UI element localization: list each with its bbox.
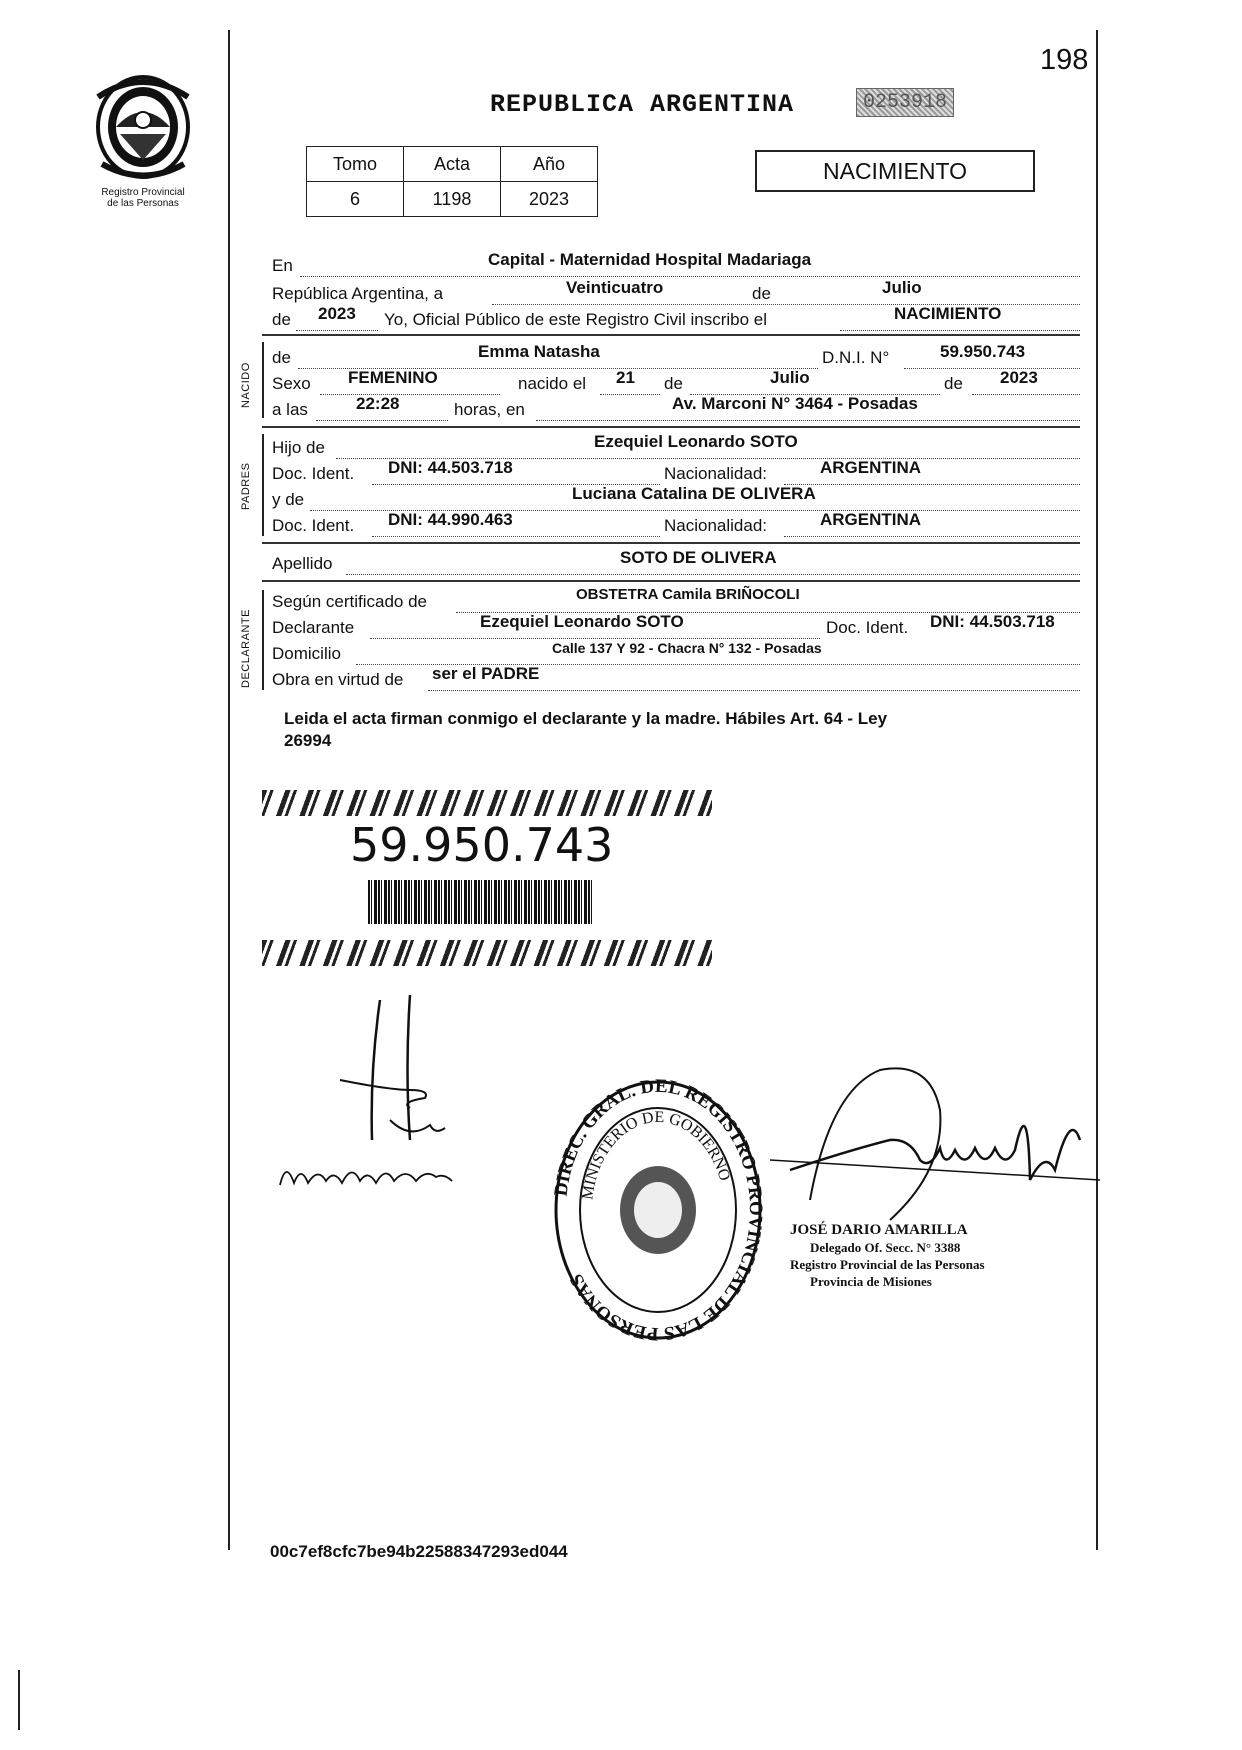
hijo-de-label: Hijo de xyxy=(272,438,325,457)
madre-doc-label: Doc. Ident. xyxy=(272,516,355,535)
sexo-label: Sexo xyxy=(272,374,311,393)
dia-letras: Veinticuatro xyxy=(566,278,664,297)
legal-note xyxy=(284,708,1074,752)
de-label-2: de xyxy=(272,310,291,329)
svg-text:MINISTERIO DE GOBIERNO: MINISTERIO DE GOBIERNO xyxy=(579,1108,734,1201)
dotted-line xyxy=(320,394,500,395)
misiones-emblem-icon xyxy=(84,72,202,182)
anio-nacimiento: 2023 xyxy=(1000,368,1038,387)
apellido-label: Apellido xyxy=(272,554,333,573)
padre-nombre: Ezequiel Leonardo SOTO xyxy=(594,432,798,451)
horas-en-label: horas, en xyxy=(454,400,525,419)
lugar-value: Capital - Maternidad Hospital Madariaga xyxy=(488,250,812,269)
padre-nac-label: Nacionalidad: xyxy=(664,464,768,483)
provincial-logo xyxy=(84,72,202,209)
legal-note-line2: 26994 xyxy=(284,731,332,750)
section-nacido: NACIDO xyxy=(240,362,252,408)
dotted-line xyxy=(428,690,1080,691)
declarante-bracket xyxy=(262,590,264,690)
registro-table xyxy=(306,146,598,217)
section-rule xyxy=(262,426,1080,428)
padres-bracket xyxy=(262,434,264,536)
official-seal xyxy=(548,1075,768,1345)
left-margin-line xyxy=(228,30,230,1550)
de-label: de xyxy=(752,284,771,303)
dotted-line xyxy=(784,484,1080,485)
dni-label: D.N.I. N° xyxy=(822,348,890,367)
dotted-line xyxy=(300,276,1080,277)
sexo-value: FEMENINO xyxy=(348,368,438,387)
dotted-line xyxy=(904,368,1080,369)
right-margin-line xyxy=(1096,30,1098,1550)
hora-label: a las xyxy=(272,400,308,419)
certificado-label: Según certificado de xyxy=(272,592,427,611)
declarante-label: Declarante xyxy=(272,618,355,637)
dia-nacimiento: 21 xyxy=(616,368,635,387)
tipo-inscripcion: NACIMIENTO xyxy=(894,304,1002,323)
padre-doc: DNI: 44.503.718 xyxy=(388,458,513,477)
firmante-provincia: Provincia de Misiones xyxy=(810,1274,932,1289)
certificado-value: OBSTETRA Camila BRIÑOCOLI xyxy=(576,586,800,603)
madre-nac-label: Nacionalidad: xyxy=(664,516,768,535)
padre-doc-label: Doc. Ident. xyxy=(272,464,355,483)
y-de-label: y de xyxy=(272,490,305,509)
header-anio: Año xyxy=(501,147,598,182)
firmante-nombre: JOSÉ DARIO AMARILLA xyxy=(790,1222,968,1238)
svg-text:DIREC. GRAL. DEL REGISTRO PROV: DIREC. GRAL. DEL REGISTRO PROVINCIAL DE LAS PERSONAS xyxy=(550,1075,767,1345)
barcode-number: 59.950.743 xyxy=(350,818,614,872)
document-hash: 00c7ef8cfc7be94b22588347293ed044 xyxy=(270,1542,568,1561)
dotted-line xyxy=(372,536,660,537)
header-acta: Acta xyxy=(404,147,501,182)
dotted-line xyxy=(370,638,820,639)
madre-nacionalidad: ARGENTINA xyxy=(820,510,922,529)
dotted-line xyxy=(784,536,1080,537)
signature-madre xyxy=(276,1155,456,1195)
de-label-3: de xyxy=(664,374,683,393)
edge-mark xyxy=(18,1670,20,1730)
dotted-line xyxy=(346,574,1080,575)
nombre-nacido: Emma Natasha xyxy=(478,342,600,361)
value-acta: 1198 xyxy=(404,182,501,217)
serial-number: 0253918 xyxy=(856,88,954,117)
declarante-doc: DNI: 44.503.718 xyxy=(930,612,1055,631)
dotted-line xyxy=(316,420,448,421)
nacido-bracket xyxy=(262,342,264,418)
section-declarante: DECLARANTE xyxy=(240,609,252,688)
domicilio-value: Calle 137 Y 92 - Chacra N° 132 - Posadas xyxy=(552,640,822,656)
de-label-4: de xyxy=(944,374,963,393)
dotted-line xyxy=(536,420,1080,421)
page-title: REPUBLICA ARGENTINA xyxy=(490,90,795,119)
logo-caption-1: Registro Provincial xyxy=(101,187,185,198)
header-tomo: Tomo xyxy=(307,147,404,182)
obra-value: ser el PADRE xyxy=(432,664,540,683)
hora-value: 22:28 xyxy=(356,394,400,413)
page-number: 198 xyxy=(1040,44,1089,76)
domicilio-label: Domicilio xyxy=(272,644,341,663)
dni-nacido: 59.950.743 xyxy=(940,342,1026,361)
en-label: En xyxy=(272,256,293,275)
value-anio: 2023 xyxy=(501,182,598,217)
legal-note-line1: Leida el acta firman conmigo el declarante y la madre. Hábiles Art. 64 - Ley xyxy=(284,709,888,728)
firmante-cargo: Delegado Of. Secc. N° 3388 xyxy=(810,1240,961,1255)
dotted-line xyxy=(600,394,660,395)
value-tomo: 6 xyxy=(307,182,404,217)
obra-label: Obra en virtud de xyxy=(272,670,404,689)
madre-nombre: Luciana Catalina DE OLIVERA xyxy=(572,484,816,503)
logo-caption-2: de las Personas xyxy=(107,198,179,209)
oficial-text: Yo, Oficial Público de este Registro Civil inscribo el xyxy=(384,310,767,329)
security-band-top xyxy=(262,790,712,816)
section-rule xyxy=(262,334,1080,336)
document-type-box: NACIMIENTO xyxy=(755,150,1035,192)
declarante-nombre: Ezequiel Leonardo SOTO xyxy=(480,612,684,631)
declarante-doc-label: Doc. Ident. xyxy=(826,618,909,637)
apellido-value: SOTO DE OLIVERA xyxy=(620,548,777,567)
section-rule xyxy=(262,542,1080,544)
nacido-de-label: de xyxy=(272,348,291,367)
lugar-nacimiento: Av. Marconi N° 3464 - Posadas xyxy=(672,394,918,413)
firmante-block xyxy=(790,1222,985,1290)
mes-value: Julio xyxy=(882,278,922,297)
dotted-line xyxy=(840,330,1080,331)
mes-nacimiento: Julio xyxy=(770,368,810,387)
firmante-registro: Registro Provincial de las Personas xyxy=(790,1257,985,1272)
security-band-bottom xyxy=(262,940,712,966)
section-rule xyxy=(262,580,1080,582)
madre-doc: DNI: 44.990.463 xyxy=(388,510,513,529)
dotted-line xyxy=(972,394,1080,395)
republica-label: República Argentina, a xyxy=(272,284,444,303)
anio-value: 2023 xyxy=(318,304,356,323)
nacido-el-label: nacido el xyxy=(518,374,587,393)
padre-nacionalidad: ARGENTINA xyxy=(820,458,922,477)
section-padres: PADRES xyxy=(240,462,252,510)
dotted-line xyxy=(296,330,378,331)
barcode xyxy=(368,880,592,924)
